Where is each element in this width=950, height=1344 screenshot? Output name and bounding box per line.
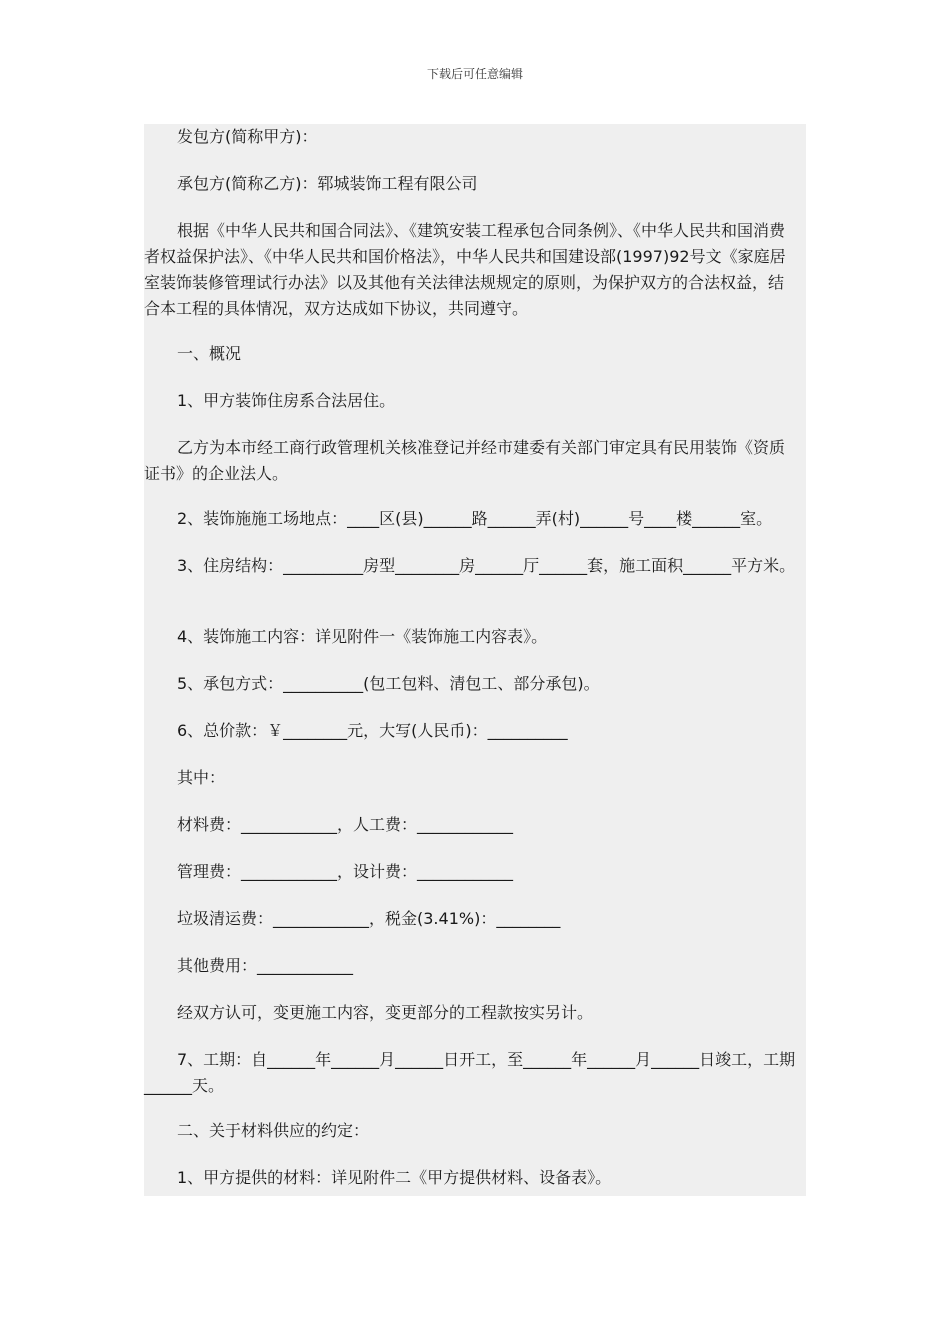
party-b-qualification: 乙方为本市经工商行政管理机关核准登记并经市建委有关部门审定具有民用装饰《资质证书》的企业法人。 xyxy=(144,438,786,483)
waste-tax-fee-line: 垃圾清运费：____________，税金(3.41%)：________ xyxy=(177,909,561,928)
clause-1: 1、甲方装饰住房系合法居住。 xyxy=(177,391,396,410)
clause-7-schedule: 7、工期：自______年______月______日开工，至______年______月______日竣工，工期______天。 xyxy=(144,1050,796,1095)
section-heading-overview: 一、概况 xyxy=(177,344,242,363)
clause-6-total-price: 6、总价款：￥________元，大写(人民币)：__________ xyxy=(177,721,568,740)
management-design-fee-line: 管理费：____________，设计费：____________ xyxy=(177,862,514,881)
other-fee-line: 其他费用：____________ xyxy=(177,956,354,975)
clause-5-contract-mode: 5、承包方式：__________(包工包料、清包工、部分承包)。 xyxy=(177,674,600,693)
of-which-line: 其中： xyxy=(177,768,226,787)
change-agreement-line: 经双方认可，变更施工内容，变更部分的工程款按实另计。 xyxy=(177,1003,594,1022)
clause-3-housing-structure: 3、住房结构：__________房型________房______厅______套，施工面积______平方米。 xyxy=(177,556,796,575)
section-heading-materials: 二、关于材料供应的约定： xyxy=(177,1121,370,1140)
party-a-line: 发包方(简称甲方)： xyxy=(177,127,318,146)
preamble-paragraph: 根据《中华人民共和国合同法》、《建筑安装工程承包合同条例》、《中华人民共和国消费者权益保护法》、《中华人民共和国价格法》，中华人民共和国建设部(1997)92号文《家庭居室装饰装修管理试行办法》以及其他有关法律法规规定的原则，为保护双方的合法权益，结合本工程的具体情况，双方达成如下协议，共同遵守。 xyxy=(144,221,786,318)
materials-clause-1: 1、甲方提供的材料：详见附件二《甲方提供材料、设备表》。 xyxy=(177,1168,612,1187)
document-body xyxy=(144,124,806,1196)
page-header: 下载后可任意编辑 xyxy=(426,67,523,81)
clause-2-site-address: 2、装饰施施工场地点：____区(县)______路______弄(村)______号____楼______室。 xyxy=(177,509,773,528)
material-labor-fee-line: 材料费：____________，人工费：____________ xyxy=(177,815,514,834)
party-b-line: 承包方(简称乙方)：郓城装饰工程有限公司 xyxy=(177,174,478,193)
clause-4-work-content: 4、装饰施工内容：详见附件一《装饰施工内容表》。 xyxy=(177,627,548,646)
